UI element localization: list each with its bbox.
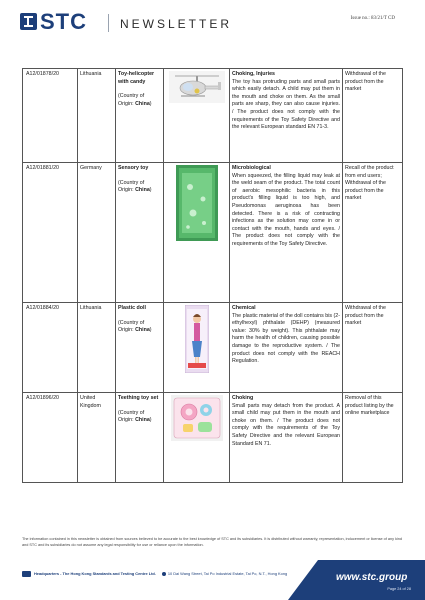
- reference-cell: A12/01881/20: [23, 163, 78, 303]
- product-image-cell: [164, 303, 230, 393]
- location-pin-icon: [162, 572, 166, 576]
- headquarters-line: [22, 571, 287, 579]
- product-image-cell: [164, 163, 230, 303]
- product-cell: [116, 163, 164, 303]
- measures-cell: Withdrawal of the product from the market: [343, 69, 403, 163]
- measures-cell: Removal of this product listing by the online marketplace: [343, 393, 403, 483]
- risk-description-cell: [230, 163, 343, 303]
- recall-table: [22, 68, 403, 483]
- country-of-origin: (Country of Origin: China): [118, 179, 152, 194]
- product-name: Plastic doll: [118, 305, 146, 311]
- risk-type: Choking, Injuries: [232, 71, 275, 77]
- risk-description: When squeezed, the filling liquid may leak at the weld seam of the product. The total count of aerobic mesophilic bacteria in this product's filling liquid is too high, and Pseudomonas aeruginosa has been detected. There is a risk of contracting infections as the solution may come in or contact with the mouth, hands and eyes. / The product does not comply with the requirements of the Toy Safety Directive.: [232, 172, 340, 247]
- notifying-country-cell: United Kingdom: [78, 393, 116, 483]
- risk-description-cell: [230, 393, 343, 483]
- country-of-origin: (Country of Origin: China): [118, 93, 152, 107]
- stc-logo-text: STC: [40, 9, 87, 34]
- helicopter-toy-image: [169, 71, 225, 103]
- header-divider: [108, 14, 109, 32]
- reference-cell: A12/01884/20: [23, 303, 78, 393]
- disclaimer-text: The information contained in this newsletter is obtained from sources believed to be accurate to the best knowledge of STC and its subsidiaries. It is distributed without warranty, representation, inducement or license of any kind and STC and its subsidiaries do not assume any legal responsibility for use or reliance upon the information.: [22, 537, 403, 547]
- product-image-cell: [164, 69, 230, 163]
- website-link[interactable]: www.stc.group: [336, 572, 408, 583]
- country-of-origin: (Country of Origin: China): [118, 409, 152, 424]
- product-name: Teething toy set: [118, 395, 159, 401]
- risk-type: Chemical: [232, 305, 256, 311]
- newsletter-header: [0, 0, 425, 44]
- table-row: [23, 393, 403, 483]
- headquarters-address: 10 Dai Wang Street, Tai Po Industrial Estate, Tai Po, N.T., Hong Kong: [167, 571, 288, 577]
- issue-number: Issue no.: 83/21/T CD: [350, 16, 395, 21]
- reference-cell: A12/01896/20: [23, 393, 78, 483]
- risk-type: Microbiological: [232, 165, 271, 171]
- reference-cell: A12/01878/20: [23, 69, 78, 163]
- country-of-origin: (Country of Origin: China): [118, 319, 152, 334]
- page-number: Page 24 of 28: [387, 587, 411, 591]
- product-cell: [116, 393, 164, 483]
- notifying-country-cell: Lithuania: [78, 303, 116, 393]
- plastic-doll-image: [185, 305, 209, 373]
- stc-logo-icon: [20, 13, 37, 30]
- measures-cell: Withdrawal of the product from the market: [343, 303, 403, 393]
- notifying-country-cell: Germany: [78, 163, 116, 303]
- table-row: [23, 69, 403, 163]
- teething-toy-image: [171, 395, 223, 441]
- newsletter-title: NEWSLETTER: [120, 17, 233, 31]
- product-cell: [116, 303, 164, 393]
- product-name: Sensory toy: [118, 165, 149, 171]
- product-cell: [116, 69, 164, 163]
- risk-description: The toy has protruding parts and small parts which easily detach. A child may put them in the mouth and choke on them. As the small parts are sharp, they can also cause injuries. / The product does not comply with the requirements of the Toy Safety Directive and the relevant European standard EN 71-3.: [232, 78, 340, 131]
- product-name: Toy-helicopter with candy: [118, 71, 155, 85]
- risk-description-cell: [230, 69, 343, 163]
- sensory-toy-image: [176, 165, 218, 241]
- risk-type: Choking: [232, 395, 254, 401]
- table-row: [23, 163, 403, 303]
- product-image-cell: [164, 393, 230, 483]
- notifying-country-cell: Lithuania: [78, 69, 116, 163]
- risk-description: The plastic material of the doll contains bis (2-ethylhexyl) phthalate (DEHP) (measured value: 30% by weight). This phthalate may harm the health of children, causing possible damage to the reproductive system. / The product does not comply with the REACH Regulation.: [232, 312, 340, 365]
- table-row: [23, 303, 403, 393]
- building-icon: [22, 571, 31, 577]
- risk-description-cell: [230, 303, 343, 393]
- risk-description: Small parts may detach from the product. A small child may put them in the mouth and choke on them. / The product does not comply with the requirements of the Toy Safety Directive and the relevant European Standard EN 71.: [232, 402, 340, 447]
- measures-cell: Recall of the product from end users; Withdrawal of the product from the market: [343, 163, 403, 303]
- headquarters-label: Headquarters - The Hong Kong Standards and Testing Centre Ltd.: [34, 571, 156, 577]
